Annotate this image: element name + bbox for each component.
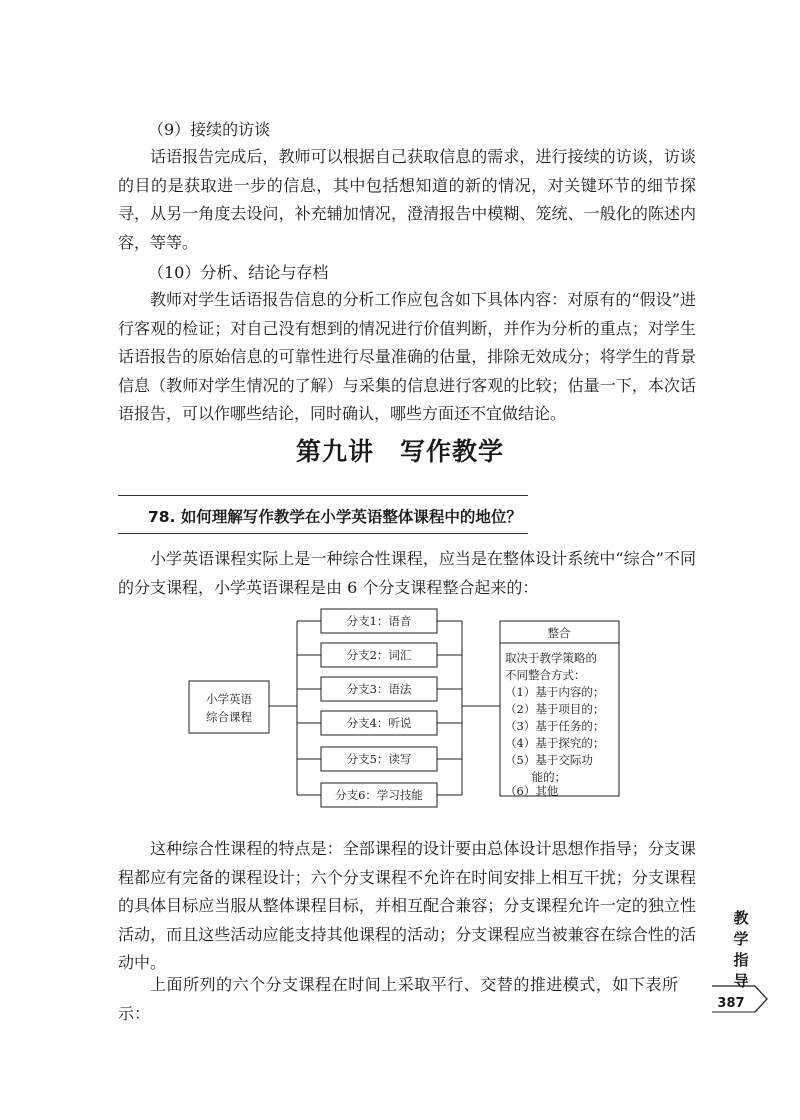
side-label-char: 导: [733, 972, 749, 990]
section-10-paragraph: 教师对学生话语报告信息的分析工作应包含如下具体内容：对原有的“假设”进行客观的检证；对自己没有想到的情况进行价值判断，并作为分析的重点；对学生话语报告的原始信息的可靠性进行尽量准确的估量，排除无效成分；将学生的背景信息（教师对学生情况的了解）与采集的信息进行客观的比较；估量一下，本次话语报告，可以作哪些结论，同时确认，哪些方面还不宜做结论。: [118, 290, 696, 423]
root-label-line-2: 综合课程: [206, 710, 252, 724]
integration-title: 整合: [547, 626, 571, 640]
page-number: 387: [717, 996, 745, 1011]
features-paragraph: 这种综合性课程的特点是：全部课程的设计要由总体设计思想作指导；分支课程都应有完备的课程设计；六个分支课程不允许在时间安排上相互干扰；分支课程的具体目标应当服从整体课程目标，并相互配合兼容；分支课程允许一定的独立性活动，而且这些活动应能支持其他课程的活动；分支课程应当被兼容在综合性的活动中。: [118, 839, 696, 972]
integration-line-8: 能的；: [505, 770, 567, 784]
integration-line-1: 取决于教学策略的: [505, 651, 597, 665]
integration-line-6: （4）基于探究的；: [505, 736, 605, 750]
intro-paragraph: 小学英语课程实际上是一种综合性课程，应当是在整体设计系统中“综合”不同的分支课程，小学英语课程是由 6 个分支课程整合起来的：: [118, 549, 696, 597]
root-box: [189, 681, 269, 733]
branch-6-label: 分支6：学习技能: [335, 788, 423, 802]
side-label-char: 指: [733, 951, 749, 969]
chapter-title: 第九讲 写作教学: [295, 437, 504, 466]
branch-5-label: 分支5：读写: [346, 752, 412, 766]
question-heading: 78. 如何理解写作教学在小学英语整体课程中的地位？: [148, 508, 522, 526]
branch-4-label: 分支4：听说: [346, 716, 412, 730]
closing-paragraph: 上面所列的六个分支课程在时间上采取平行、交替的推进模式，如下表所示：: [118, 975, 678, 1023]
side-section-label: [727, 908, 755, 992]
integration-line-7: （5）基于交际功: [505, 753, 593, 767]
integration-line-3: （1）基于内容的；: [505, 685, 605, 699]
integration-line-5: （3）基于任务的；: [505, 719, 605, 733]
section-9-heading: （9）接续的访谈: [148, 120, 271, 139]
section-9-paragraph: 话语报告完成后，教师可以根据自己获取信息的需求，进行接续的访谈，访谈的目的是获取进一步的信息，其中包括想知道的新的情况，对关键环节的细节探寻，从另一角度去设问，补充辅加情况，澄清报告中模糊、笼统、一般化的陈述内容，等等。: [118, 147, 696, 252]
branch-3-label: 分支3：语法: [346, 682, 412, 696]
section-10-heading: （10）分析、结论与存档: [148, 263, 329, 282]
integration-line-4: （2）基于项目的；: [505, 702, 605, 716]
integration-line-2: 不同整合方式：: [505, 668, 586, 682]
branch-1-label: 分支1：语音: [346, 614, 412, 628]
integration-line-9: （6）其他: [505, 784, 559, 798]
side-label-char: 学: [733, 930, 749, 948]
branch-2-label: 分支2：词汇: [346, 648, 412, 662]
side-label-char: 教: [733, 909, 749, 927]
root-label-line-1: 小学英语: [206, 692, 252, 706]
